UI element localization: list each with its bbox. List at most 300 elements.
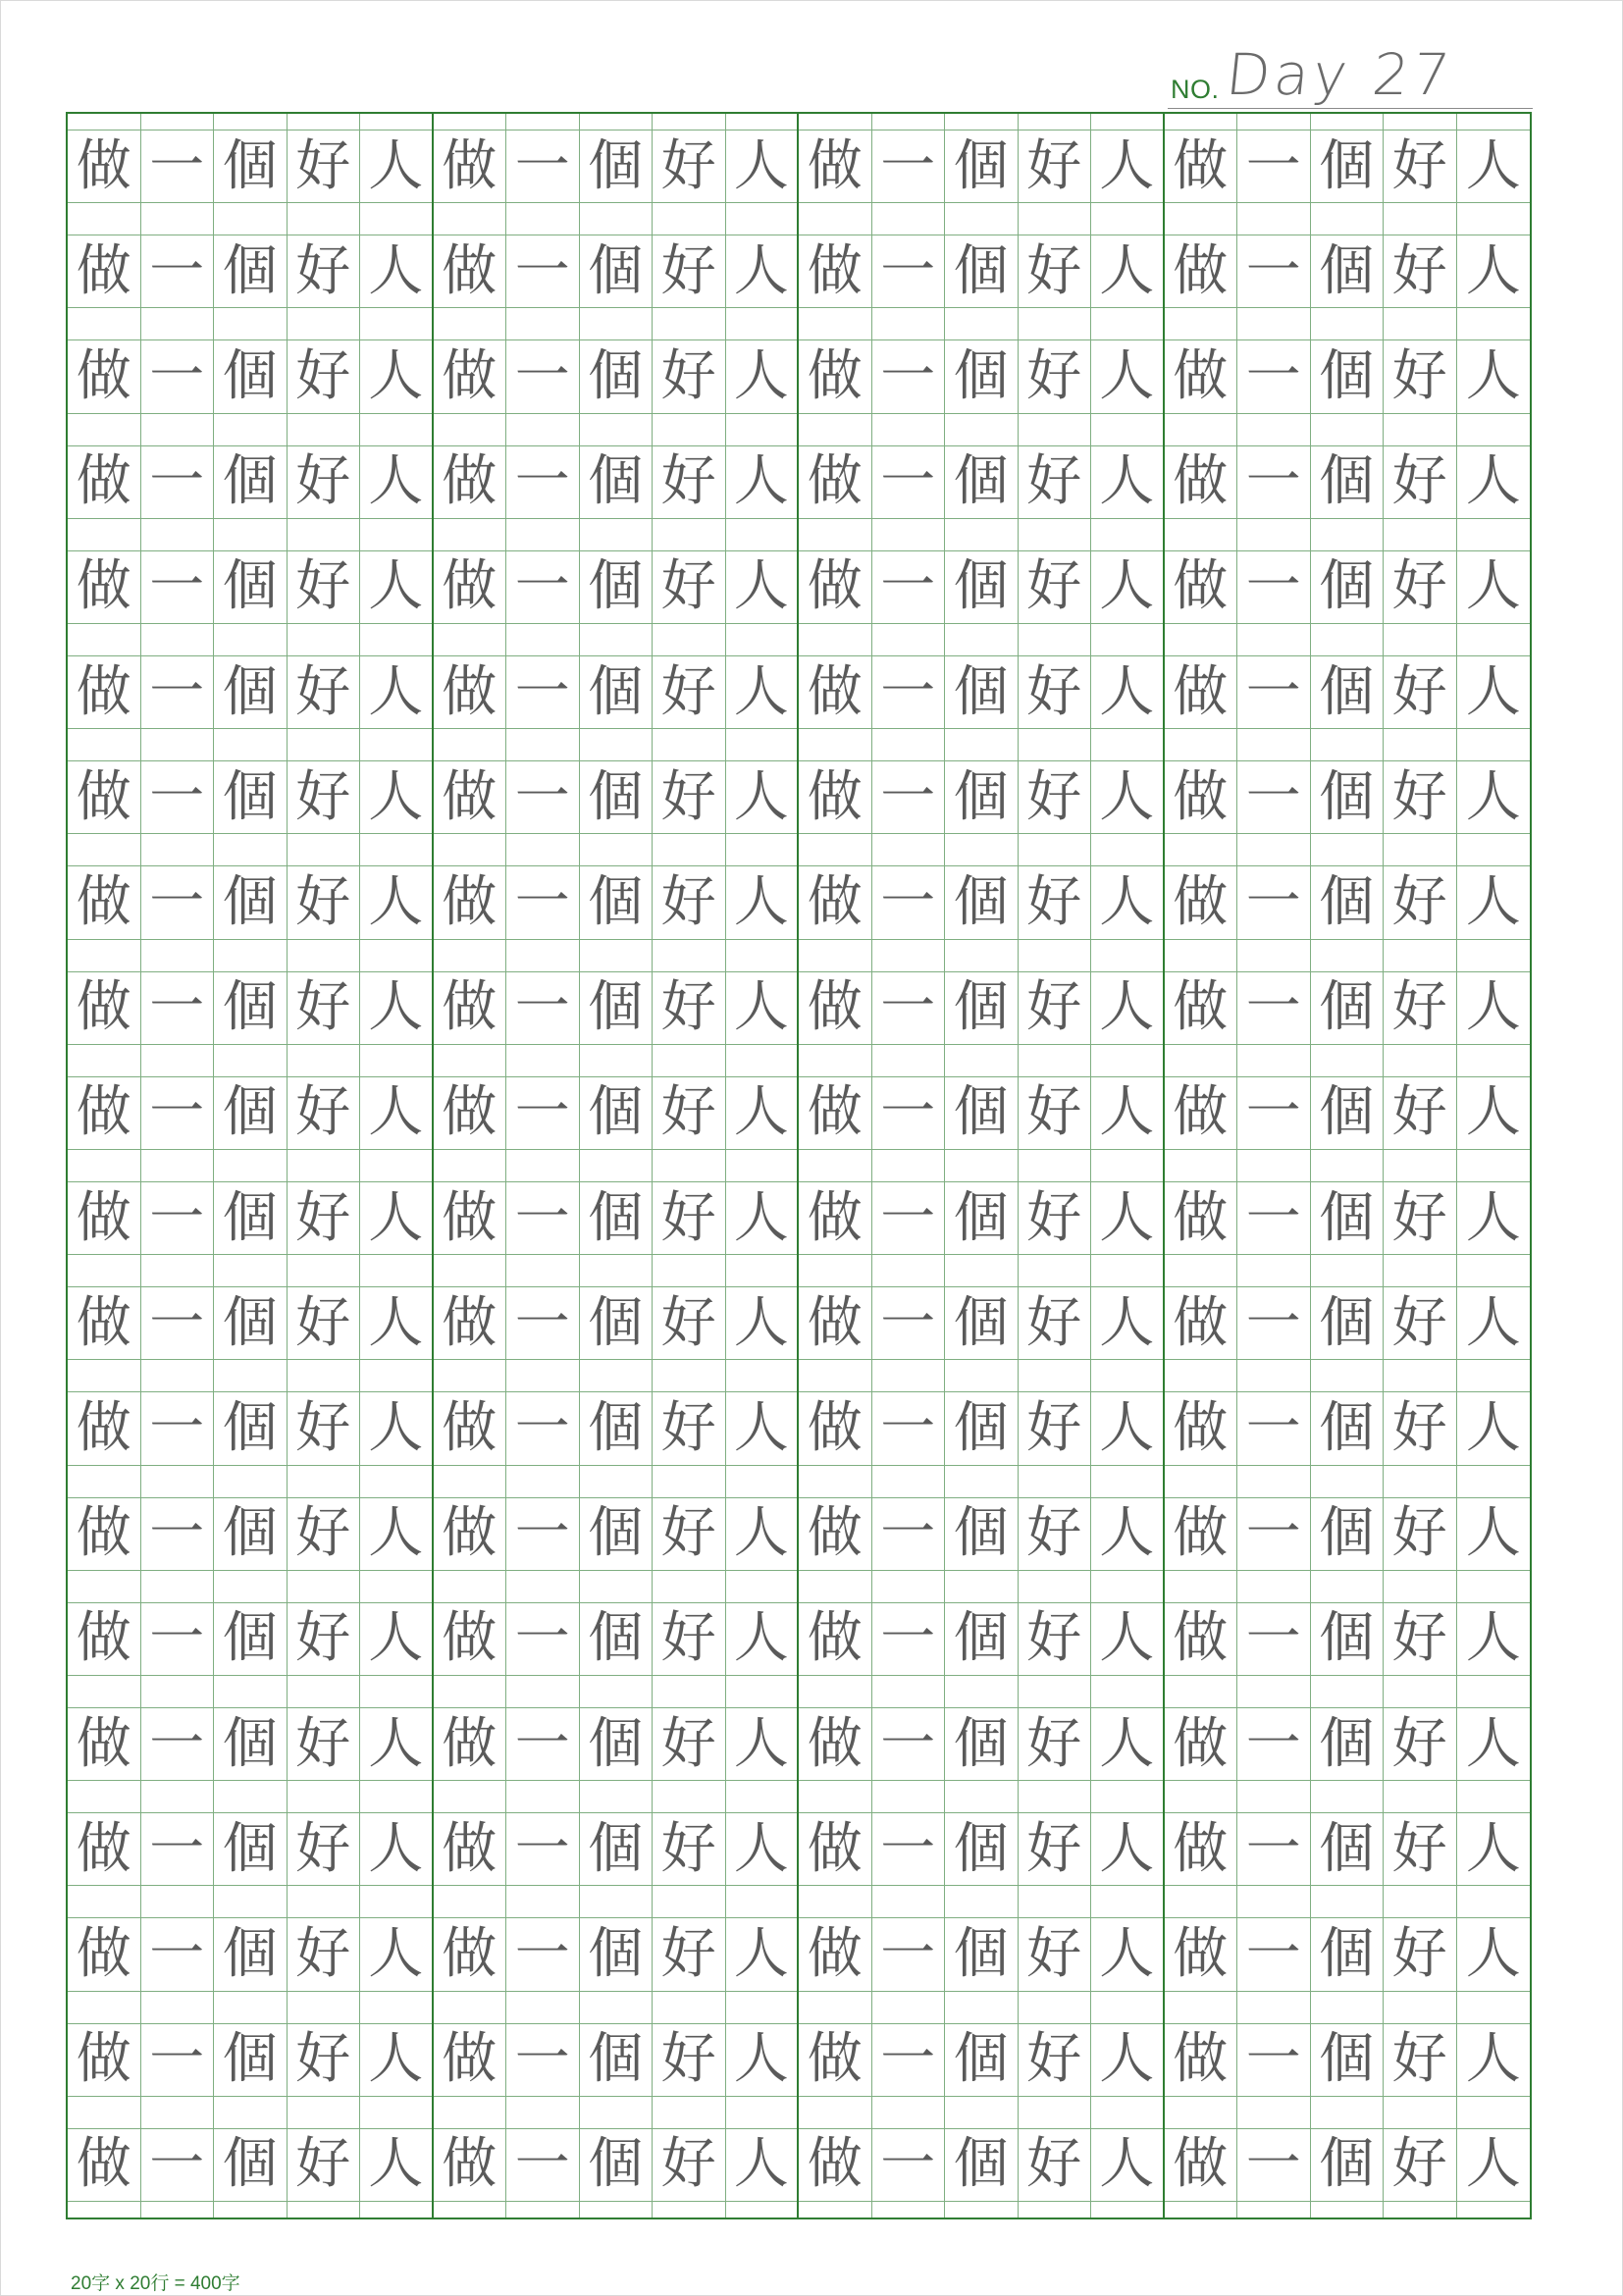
handwritten-character: 做 [442, 449, 497, 514]
grid-cell [360, 1482, 434, 1587]
grid-cell [1311, 2008, 1385, 2113]
grid-cell [1237, 1061, 1311, 1166]
grid-cell [68, 535, 141, 640]
grid-cell [68, 430, 141, 535]
handwritten-character: 人 [1465, 1816, 1521, 1881]
handwritten-character: 做 [442, 1185, 497, 1250]
grid-cell [1165, 535, 1238, 640]
grid-cell [434, 430, 507, 535]
grid-cell [945, 324, 1019, 429]
handwritten-character: 個 [953, 1185, 1009, 1250]
handwritten-day-number: Day 27 [1223, 41, 1457, 108]
grid-cell [726, 2113, 800, 2218]
handwritten-character: 做 [807, 1606, 863, 1671]
grid-cell [799, 1902, 872, 2007]
grid-cell [214, 114, 288, 219]
grid-cell [945, 1902, 1019, 2007]
handwritten-character: 個 [222, 2132, 278, 2197]
handwritten-character: 人 [1099, 659, 1155, 724]
grid-cell [653, 1166, 726, 1271]
grid-cell [434, 1692, 507, 1797]
handwritten-character: 個 [953, 343, 1009, 408]
page-number-header [1168, 41, 1533, 109]
grid-cell [1091, 640, 1165, 745]
grid-cell [214, 1376, 288, 1481]
grid-cell [434, 324, 507, 429]
handwritten-character: 好 [295, 1816, 351, 1881]
grid-cell [653, 956, 726, 1061]
grid-cell [1019, 1376, 1092, 1481]
grid-cell [580, 1376, 654, 1481]
grid-cell [872, 430, 946, 535]
grid-cell [1237, 535, 1311, 640]
handwritten-character: 個 [1319, 1395, 1375, 1460]
grid-cell [68, 640, 141, 745]
handwritten-character: 做 [807, 764, 863, 829]
grid-cell [1019, 1797, 1092, 1902]
handwritten-character: 個 [953, 1395, 1009, 1460]
grid-cell [1237, 1482, 1311, 1587]
grid-cell [141, 850, 215, 955]
grid-cell [506, 1902, 580, 2007]
grid-cell [872, 1692, 946, 1797]
handwritten-character: 人 [368, 764, 424, 829]
grid-cell [288, 2008, 361, 2113]
handwritten-character: 個 [953, 1816, 1009, 1881]
grid-cell [653, 535, 726, 640]
handwritten-character: 一 [514, 764, 570, 829]
grid-cell [1311, 956, 1385, 1061]
handwritten-character: 個 [222, 869, 278, 934]
grid-cell [288, 850, 361, 955]
handwritten-character: 做 [442, 869, 497, 934]
grid-cell [799, 1587, 872, 1692]
grid-cell [1165, 1482, 1238, 1587]
handwritten-character: 做 [807, 238, 863, 303]
handwritten-character: 個 [222, 343, 278, 408]
grid-cell [1237, 640, 1311, 745]
handwritten-character: 人 [733, 2132, 789, 2197]
handwritten-character: 做 [807, 1395, 863, 1460]
grid-cell [580, 1797, 654, 1902]
handwritten-character: 一 [149, 1185, 205, 1250]
handwritten-character: 一 [514, 2132, 570, 2197]
grid-cell [1384, 1692, 1457, 1797]
grid-cell [434, 1376, 507, 1481]
grid-cell [141, 535, 215, 640]
handwritten-character: 一 [1245, 659, 1301, 724]
handwritten-character: 好 [295, 1395, 351, 1460]
grid-cell [653, 850, 726, 955]
grid-cell [1019, 219, 1092, 324]
grid-cell [1457, 114, 1531, 219]
grid-cell [580, 219, 654, 324]
handwritten-character: 好 [1026, 2027, 1082, 2092]
handwritten-character: 個 [222, 1921, 278, 1986]
handwritten-character: 做 [807, 1290, 863, 1355]
handwritten-character: 做 [1173, 869, 1229, 934]
grid-cell [1019, 114, 1092, 219]
grid-cell [506, 1061, 580, 1166]
grid-cell [1237, 219, 1311, 324]
handwritten-character: 一 [149, 449, 205, 514]
handwritten-character: 好 [1391, 1501, 1447, 1566]
grid-cell [1165, 1587, 1238, 1692]
grid-cell [1457, 1902, 1531, 2007]
grid-cell [288, 1061, 361, 1166]
grid-cell [945, 640, 1019, 745]
handwritten-character: 做 [807, 449, 863, 514]
handwritten-character: 個 [222, 1501, 278, 1566]
handwritten-character: 個 [1319, 869, 1375, 934]
grid-cell [141, 745, 215, 850]
handwritten-character: 一 [1245, 1816, 1301, 1881]
grid-cell [360, 2113, 434, 2218]
grid-cell [1019, 1692, 1092, 1797]
handwritten-character: 做 [807, 975, 863, 1040]
grid-cell [945, 1692, 1019, 1797]
handwritten-character: 好 [660, 343, 716, 408]
grid-cell [288, 640, 361, 745]
grid-cell [288, 535, 361, 640]
handwritten-character: 一 [1245, 869, 1301, 934]
handwritten-character: 做 [442, 1606, 497, 1671]
grid-cell [726, 2008, 800, 2113]
grid-cell [799, 324, 872, 429]
grid-cell [872, 324, 946, 429]
grid-cell [360, 640, 434, 745]
handwritten-character: 個 [953, 1921, 1009, 1986]
grid-cell [726, 1482, 800, 1587]
handwritten-character: 做 [1173, 659, 1229, 724]
handwritten-character: 好 [1391, 659, 1447, 724]
grid-cell [506, 324, 580, 429]
handwritten-character: 人 [733, 1080, 789, 1145]
handwritten-character: 做 [76, 1395, 131, 1460]
handwritten-character: 好 [1026, 1921, 1082, 1986]
handwritten-character: 人 [1465, 1185, 1521, 1250]
handwritten-character: 好 [1391, 1921, 1447, 1986]
grid-cell [1165, 1902, 1238, 2007]
handwritten-character: 人 [368, 1395, 424, 1460]
handwritten-character: 個 [1319, 554, 1375, 619]
grid-cell [1237, 745, 1311, 850]
grid-cell [580, 956, 654, 1061]
grid-cell [214, 219, 288, 324]
grid-cell [1237, 114, 1311, 219]
handwritten-character: 好 [660, 1395, 716, 1460]
grid-cell [945, 1061, 1019, 1166]
grid-cell [653, 1482, 726, 1587]
handwritten-character: 做 [1173, 1921, 1229, 1986]
handwritten-character: 做 [76, 2132, 131, 2197]
grid-cell [580, 430, 654, 535]
grid-cell [1165, 640, 1238, 745]
grid-cell [726, 1271, 800, 1376]
grid-cell [1384, 430, 1457, 535]
grid-cell [288, 2113, 361, 2218]
handwritten-character: 好 [1391, 1606, 1447, 1671]
handwritten-character: 做 [1173, 1816, 1229, 1881]
grid-cell [68, 1587, 141, 1692]
handwritten-character: 個 [1319, 1711, 1375, 1776]
handwritten-character: 做 [807, 659, 863, 724]
handwritten-character: 做 [442, 133, 497, 198]
grid-cell [799, 745, 872, 850]
handwritten-character: 好 [660, 1921, 716, 1986]
grid-cell [1019, 2113, 1092, 2218]
grid-cell [141, 1587, 215, 1692]
handwritten-character: 人 [1465, 1501, 1521, 1566]
handwritten-character: 一 [149, 2132, 205, 2197]
grid-cell [1311, 850, 1385, 955]
handwritten-character: 一 [514, 869, 570, 934]
grid-cell [653, 324, 726, 429]
grid-cell [1091, 850, 1165, 955]
handwritten-character: 一 [514, 1501, 570, 1566]
handwritten-character: 人 [1465, 554, 1521, 619]
handwritten-character: 做 [442, 1921, 497, 1986]
handwritten-character: 個 [1319, 1501, 1375, 1566]
handwritten-character: 個 [222, 554, 278, 619]
grid-cell [653, 745, 726, 850]
handwritten-character: 個 [1319, 1290, 1375, 1355]
handwritten-character: 好 [660, 449, 716, 514]
handwritten-character: 做 [807, 2027, 863, 2092]
grid-cell [360, 1902, 434, 2007]
grid-cell [360, 745, 434, 850]
handwritten-character: 個 [1319, 1606, 1375, 1671]
handwritten-character: 人 [1099, 869, 1155, 934]
handwritten-character: 好 [295, 1185, 351, 1250]
handwritten-character: 個 [588, 554, 644, 619]
handwritten-character: 一 [514, 1185, 570, 1250]
grid-cell [288, 219, 361, 324]
grid-cell [872, 745, 946, 850]
grid-cell [726, 1692, 800, 1797]
handwritten-character: 做 [807, 343, 863, 408]
handwritten-character: 一 [514, 1290, 570, 1355]
handwritten-character: 個 [588, 238, 644, 303]
grid-cell [653, 114, 726, 219]
grid-cell [1237, 1166, 1311, 1271]
handwritten-character: 做 [76, 343, 131, 408]
handwritten-character: 人 [733, 869, 789, 934]
handwritten-character: 一 [880, 869, 936, 934]
grid-cell [580, 324, 654, 429]
grid-cell [434, 1482, 507, 1587]
handwritten-character: 做 [1173, 975, 1229, 1040]
grid-cell [1091, 1902, 1165, 2007]
handwritten-character: 個 [588, 2027, 644, 2092]
handwritten-character: 個 [222, 1711, 278, 1776]
handwritten-character: 做 [442, 1711, 497, 1776]
grid-cell [799, 1271, 872, 1376]
grid-cell [141, 640, 215, 745]
grid-cell [1019, 2008, 1092, 2113]
handwritten-character: 個 [588, 1816, 644, 1881]
grid-cell [214, 430, 288, 535]
handwritten-character: 人 [368, 869, 424, 934]
grid-cell [360, 219, 434, 324]
handwritten-character: 做 [1173, 1711, 1229, 1776]
handwritten-character: 好 [295, 1080, 351, 1145]
grid-cell [1165, 956, 1238, 1061]
handwritten-character: 個 [1319, 659, 1375, 724]
grid-cell [1165, 745, 1238, 850]
grid-cell [68, 1902, 141, 2007]
grid-cell [1091, 430, 1165, 535]
grid-cell [1019, 1587, 1092, 1692]
grid-cell [799, 1482, 872, 1587]
handwritten-character: 做 [76, 238, 131, 303]
handwritten-character: 好 [295, 1501, 351, 1566]
grid-cell [141, 956, 215, 1061]
grid-cell [872, 2113, 946, 2218]
handwritten-character: 人 [1099, 1290, 1155, 1355]
handwritten-character: 做 [807, 1816, 863, 1881]
handwritten-character: 一 [880, 1816, 936, 1881]
handwritten-character: 做 [807, 1080, 863, 1145]
handwritten-character: 做 [76, 1290, 131, 1355]
handwritten-character: 好 [1391, 1395, 1447, 1460]
grid-cell [288, 324, 361, 429]
grid-cell [872, 640, 946, 745]
grid-cell [799, 640, 872, 745]
grid-cell [68, 2008, 141, 2113]
handwritten-character: 做 [1173, 554, 1229, 619]
handwritten-character: 做 [442, 238, 497, 303]
grid-cell [1457, 1166, 1531, 1271]
grid-cell [872, 1061, 946, 1166]
handwritten-character: 做 [807, 1711, 863, 1776]
grid-cell [1457, 745, 1531, 850]
grid-cell [1091, 1166, 1165, 1271]
handwritten-character: 人 [1465, 343, 1521, 408]
handwritten-character: 好 [660, 1711, 716, 1776]
grid-cell [506, 2113, 580, 2218]
grid-cell [1019, 535, 1092, 640]
grid-cell [1237, 1692, 1311, 1797]
grid-cell [799, 1376, 872, 1481]
grid-cell [1237, 430, 1311, 535]
grid-cell [1091, 745, 1165, 850]
grid-cell [506, 956, 580, 1061]
grid-cell [1311, 745, 1385, 850]
handwritten-character: 人 [368, 1606, 424, 1671]
handwritten-character: 好 [1026, 1290, 1082, 1355]
grid-cell [1165, 1797, 1238, 1902]
handwritten-character: 個 [1319, 2027, 1375, 2092]
handwritten-character: 人 [1465, 133, 1521, 198]
grid-cell [799, 219, 872, 324]
handwritten-character: 個 [953, 133, 1009, 198]
grid-cell [872, 1376, 946, 1481]
handwritten-character: 人 [733, 1290, 789, 1355]
handwritten-character: 一 [1245, 1501, 1301, 1566]
handwritten-character: 一 [1245, 238, 1301, 303]
grid-cell [872, 1482, 946, 1587]
handwritten-character: 一 [149, 1606, 205, 1671]
handwritten-character: 個 [222, 1080, 278, 1145]
handwritten-character: 一 [514, 554, 570, 619]
handwritten-character: 做 [442, 1290, 497, 1355]
handwritten-character: 好 [295, 449, 351, 514]
grid-cell [1311, 1271, 1385, 1376]
grid-cell [726, 956, 800, 1061]
grid-cell [580, 1902, 654, 2007]
grid-cell [799, 1797, 872, 1902]
grid-cell [360, 430, 434, 535]
handwritten-character: 做 [1173, 1185, 1229, 1250]
handwritten-character: 好 [1391, 975, 1447, 1040]
handwritten-character: 做 [1173, 238, 1229, 303]
grid-cell [141, 219, 215, 324]
grid-cell [214, 1902, 288, 2007]
handwritten-character: 人 [368, 1080, 424, 1145]
handwritten-character: 好 [295, 2027, 351, 2092]
grid-cell [141, 1692, 215, 1797]
handwritten-character: 好 [295, 133, 351, 198]
handwritten-character: 好 [1391, 869, 1447, 934]
handwritten-character: 人 [368, 2027, 424, 2092]
handwritten-character: 做 [807, 1185, 863, 1250]
handwritten-character: 好 [660, 1185, 716, 1250]
handwritten-character: 好 [295, 343, 351, 408]
handwritten-character: 做 [1173, 2027, 1229, 2092]
handwritten-character: 一 [514, 238, 570, 303]
handwritten-character: 一 [1245, 975, 1301, 1040]
grid-cell [68, 956, 141, 1061]
grid-cell [214, 535, 288, 640]
grid-cell [653, 1061, 726, 1166]
handwritten-character: 一 [514, 1816, 570, 1881]
grid-cell [288, 1376, 361, 1481]
handwritten-character: 做 [76, 2027, 131, 2092]
grid-cell [68, 219, 141, 324]
grid-cell [141, 1482, 215, 1587]
handwritten-character: 好 [660, 1501, 716, 1566]
handwritten-character: 人 [1099, 764, 1155, 829]
grid-cell [1384, 1061, 1457, 1166]
grid-cell [68, 745, 141, 850]
grid-cell [434, 2113, 507, 2218]
grid-cell [945, 2113, 1019, 2218]
grid-cell [1384, 219, 1457, 324]
grid-cell [580, 640, 654, 745]
handwritten-character: 做 [442, 554, 497, 619]
grid-cell [1384, 1376, 1457, 1481]
handwritten-character: 一 [880, 133, 936, 198]
grid-cell [360, 324, 434, 429]
handwritten-character: 個 [588, 659, 644, 724]
handwritten-character: 一 [149, 659, 205, 724]
grid-cell [1237, 850, 1311, 955]
grid-cell [506, 430, 580, 535]
handwritten-character: 好 [1391, 2132, 1447, 2197]
handwritten-character: 個 [1319, 343, 1375, 408]
grid-cell [1165, 114, 1238, 219]
handwritten-character: 個 [222, 764, 278, 829]
grid-cell [1384, 1797, 1457, 1902]
grid-cell [1237, 2113, 1311, 2218]
handwritten-character: 一 [880, 2132, 936, 2197]
handwritten-character: 個 [1319, 764, 1375, 829]
handwritten-character: 個 [588, 2132, 644, 2197]
handwritten-character: 好 [660, 1606, 716, 1671]
grid-cell [1311, 1902, 1385, 2007]
grid-cell [799, 2008, 872, 2113]
